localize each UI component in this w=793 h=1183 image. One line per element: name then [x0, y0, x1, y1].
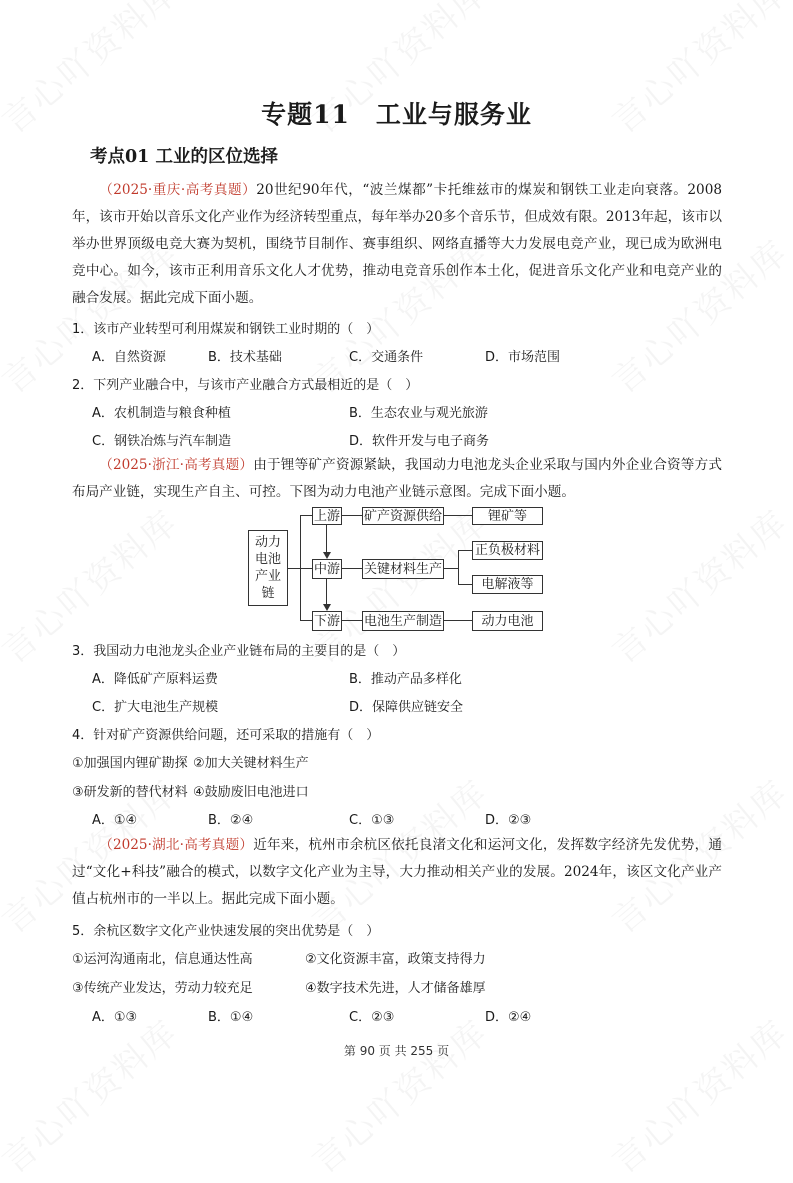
connector — [444, 620, 472, 621]
question-5-item-2: ②文化资源丰富，政策支持得力 — [305, 952, 486, 967]
question-5-item-3: ③传统产业发达，劳动力较充足 — [72, 981, 253, 996]
question-1-stem: 1．该市产业转型可利用煤炭和钢铁工业时期的（ ） — [72, 322, 380, 337]
question-5-option-a[interactable]: A．①③ — [92, 1010, 138, 1025]
passage-text: 近年来，杭州市余杭区依托良渚文化和运河文化，发挥数字经济先发优势，通过“文化+科技”融合的模式，以数字文化产业为主导，大力推动相关产业的发展。2024年，该区文化产业产值占杭州市的一半以上。据此完成下面小题。 — [72, 837, 722, 907]
question-5-item-1: ①运河沟通南北，信息通达性高 — [72, 952, 253, 967]
connector — [288, 568, 300, 569]
passage-zhejiang — [72, 452, 722, 506]
question-1-option-c[interactable]: C．交通条件 — [349, 350, 424, 365]
question-4-item-1: ①加强国内锂矿勘探 — [72, 756, 188, 771]
question-4-item-2: ②加大关键材料生产 — [193, 756, 309, 771]
connector — [342, 515, 362, 516]
process-mineral-supply: 矿产资源供给 — [363, 508, 442, 524]
stage-midstream: 中游 — [312, 559, 342, 579]
connector — [300, 515, 312, 516]
question-3-option-c[interactable]: C．扩大电池生产规模 — [92, 700, 219, 715]
source-tag: （2025·湖北·高考真题） — [99, 837, 254, 853]
source-tag: （2025·重庆·高考真题） — [99, 182, 257, 198]
question-2-stem: 2．下列产业融合中，与该市产业融合方式最相近的是（ ） — [72, 378, 419, 393]
watermark — [0, 1006, 186, 1182]
section-title: 考点01 工业的区位选择 — [90, 147, 278, 167]
arrow-down-icon — [323, 552, 331, 559]
question-2-option-b[interactable]: B．生态农业与观光旅游 — [349, 406, 488, 421]
source-tag: （2025·浙江·高考真题） — [99, 457, 254, 473]
diagram-root-box — [248, 530, 288, 606]
question-4-option-a[interactable]: A．①④ — [92, 813, 138, 828]
question-1-option-b[interactable]: B．技术基础 — [208, 350, 282, 365]
question-5-option-d[interactable]: D．②④ — [485, 1010, 532, 1025]
passage-text: 20世纪90年代，“波兰煤都”卡托维兹市的煤炭和钢铁工业走向衰落。2008年，该市开始以音乐文化产业作为经济转型重点，每年举办20多个音乐节，但成效有限。2013年起，该市以举办世界顶级电竞大赛为契机，围绕节目制作、赛事组织、网络直播等大力发展电竞产业，现已成为欧洲电竞中心。如今，该市正利用音乐文化人才优势，推动电竞音乐创作本土化，促进音乐文化产业和电竞产业的融合发展。据此完成下面小题。 — [72, 182, 723, 306]
passage-hubei — [72, 832, 722, 913]
output-power-battery: 动力电池 — [472, 611, 543, 631]
passage-text: 由于锂等矿产资源紧缺，我国动力电池龙头企业采取与国内外企业合资等方式布局产业链，实现生产自主、可控。下图为动力电池产业链示意图。完成下面小题。 — [72, 457, 722, 500]
connector — [342, 568, 362, 569]
question-4-item-3: ③研发新的替代材料 — [72, 785, 188, 800]
output-lithium: 锂矿等 — [472, 507, 543, 525]
connector — [458, 550, 459, 584]
question-3-option-d[interactable]: D．保障供应链安全 — [349, 700, 464, 715]
question-2-option-d[interactable]: D．软件开发与电子商务 — [349, 434, 490, 449]
question-4-option-d[interactable]: D．②③ — [485, 813, 532, 828]
connector — [444, 568, 458, 569]
arrow-down-icon — [323, 604, 331, 611]
question-5-item-4: ④数字技术先进，人才储备雄厚 — [305, 981, 486, 996]
question-5-stem: 5．余杭区数字文化产业快速发展的突出优势是（ ） — [72, 924, 380, 939]
process-key-material: 关键材料生产 — [362, 559, 444, 579]
connector — [326, 579, 327, 604]
connector — [300, 568, 312, 569]
watermark — [600, 1006, 793, 1182]
passage-chongqing — [72, 177, 722, 312]
question-2-option-a[interactable]: A．农机制造与粮食种植 — [92, 406, 231, 421]
process-battery-manufacturing: 电池生产制造 — [362, 611, 444, 631]
connector — [458, 550, 472, 551]
connector — [300, 620, 312, 621]
question-1-option-a[interactable]: A．自然资源 — [92, 350, 166, 365]
battery-industry-chain-diagram — [248, 505, 548, 630]
question-3-option-b[interactable]: B．推动产品多样化 — [349, 672, 462, 687]
root-line: 链 — [261, 586, 275, 601]
question-4-item-4: ④鼓励废旧电池进口 — [193, 785, 309, 800]
watermark — [300, 1006, 497, 1182]
output-electrode-material: 正负极材料 — [472, 541, 543, 560]
output-electrolyte: 电解液等 — [472, 575, 543, 594]
connector — [342, 620, 362, 621]
question-5-option-b[interactable]: B．①④ — [208, 1010, 254, 1025]
root-line: 电池 — [254, 552, 281, 567]
page-footer: 第 90 页 共 255 页 — [343, 1044, 450, 1058]
page-title: 专题11 工业与服务业 — [261, 100, 532, 129]
root-line: 动力 — [254, 535, 281, 550]
question-4-option-c[interactable]: C．①③ — [349, 813, 395, 828]
question-4-stem: 4．针对矿产资源供给问题，还可采取的措施有（ ） — [72, 728, 380, 743]
question-5-option-c[interactable]: C．②③ — [349, 1010, 395, 1025]
connector — [326, 525, 327, 552]
root-line: 产业 — [254, 569, 281, 584]
question-1-option-d[interactable]: D．市场范围 — [485, 350, 561, 365]
connector — [458, 584, 472, 585]
watermark — [600, 496, 793, 672]
connector — [444, 515, 472, 516]
stage-upstream: 上游 — [313, 508, 340, 524]
question-2-option-c[interactable]: C．钢铁冶炼与汽车制造 — [92, 434, 232, 449]
question-4-option-b[interactable]: B．②④ — [208, 813, 254, 828]
stage-downstream: 下游 — [312, 611, 342, 631]
question-3-stem: 3．我国动力电池龙头企业产业链布局的主要目的是（ ） — [72, 644, 406, 659]
question-3-option-a[interactable]: A．降低矿产原料运费 — [92, 672, 218, 687]
